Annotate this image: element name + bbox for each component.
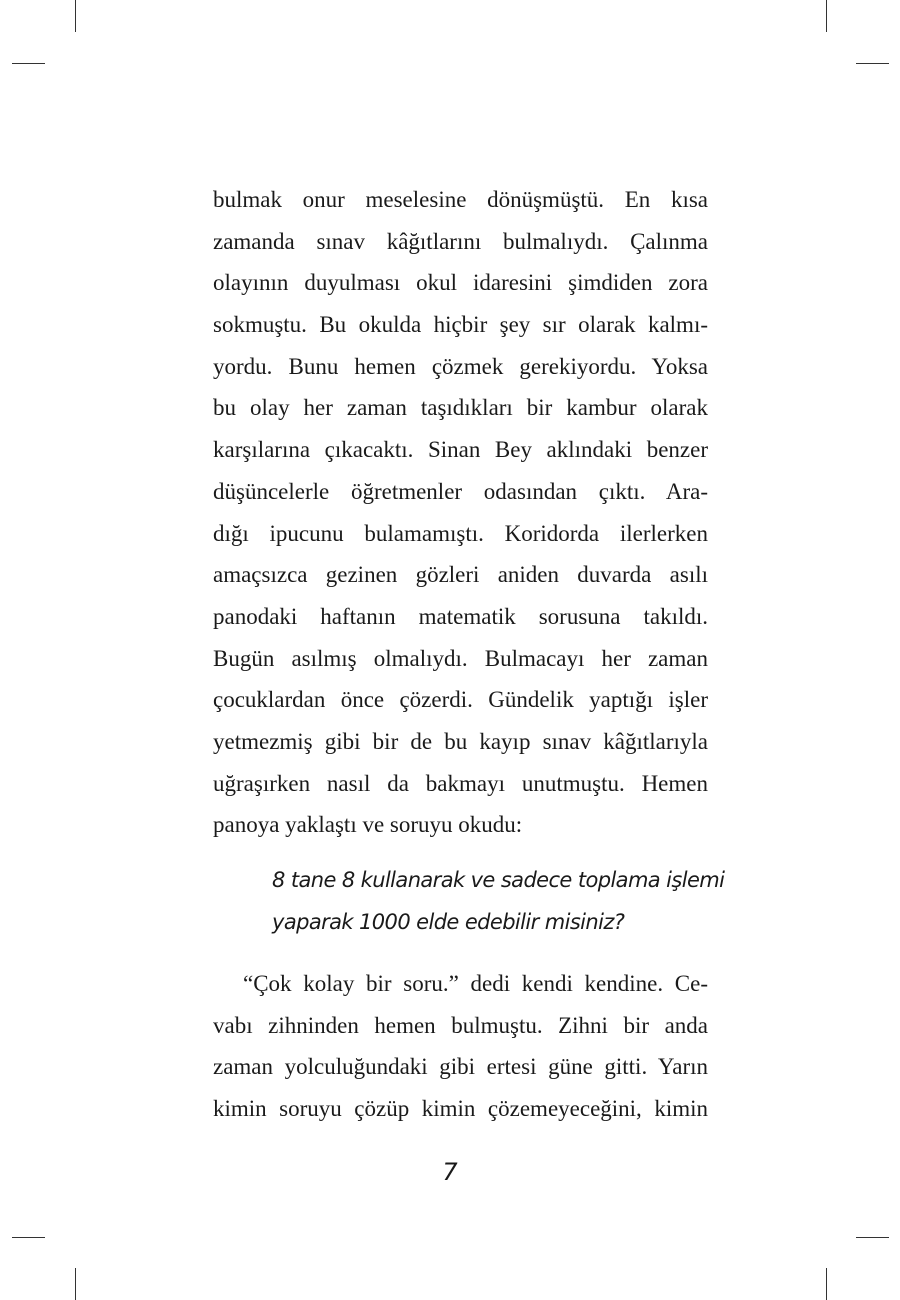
text-line: amaçsızca gezinen gözleri aniden duvarda asılı bbox=[213, 562, 708, 588]
crop-mark-bottom-left-horizontal bbox=[12, 1237, 45, 1238]
crop-mark-bottom-right-horizontal bbox=[856, 1237, 889, 1238]
text-line: bu olay her zaman taşıdıkları bir kambur olarak bbox=[213, 395, 708, 421]
text-line: düşüncelerle öğretmenler odasından çıktı. Ara- bbox=[213, 478, 708, 504]
text-line: çocuklardan önce çözerdi. Gündelik yaptığı işler bbox=[213, 687, 708, 713]
text-line: bulmak onur meselesine dönüşmüştü. En kısa bbox=[213, 187, 708, 212]
crop-mark-bottom-left-vertical bbox=[75, 1268, 76, 1300]
text-line: uğraşırken nasıl da bakmayı unutmuştu. Hemen bbox=[213, 770, 708, 796]
paragraph-2 bbox=[213, 963, 708, 1130]
text-line: yordu. Bunu hemen çözmek gerekiyordu. Yoksa bbox=[213, 353, 708, 379]
text-line: panoya yaklaştı ve soruyu okudu: bbox=[213, 812, 523, 838]
crop-mark-top-right-vertical bbox=[826, 0, 827, 32]
text-line: “Çok kolay bir soru.” dedi kendi kendine. Ce- bbox=[243, 971, 708, 996]
text-line: karşılarına çıkacaktı. Sinan Bey aklındaki benzer bbox=[213, 437, 708, 463]
text-line: sokmuştu. Bu okulda hiçbir şey sır olarak kalmı- bbox=[213, 312, 708, 338]
text-line: zaman yolculuğundaki gibi ertesi güne gitti. Yarın bbox=[213, 1054, 708, 1080]
text-line: olayının duyulması okul idaresini şimdiden zora bbox=[213, 270, 708, 296]
quote-line: 8 tane 8 kullanarak ve sadece toplama işlemi bbox=[272, 868, 725, 892]
crop-mark-top-left-horizontal bbox=[12, 63, 45, 64]
crop-mark-top-right-horizontal bbox=[856, 63, 889, 64]
text-line: zamanda sınav kâğıtlarını bulmalıydı. Çalınma bbox=[213, 228, 708, 254]
text-line: vabı zihninden hemen bulmuştu. Zihni bir anda bbox=[213, 1012, 708, 1038]
text-line: kimin soruyu çözüp kimin çözemeyeceğini, kimin bbox=[213, 1096, 708, 1122]
text-line: panodaki haftanın matematik sorusuna takıldı. bbox=[213, 603, 708, 629]
text-line: Bugün asılmış olmalıydı. Bulmacayı her zaman bbox=[213, 645, 708, 671]
quote-line: yaparak 1000 elde edebilir misiniz? bbox=[272, 909, 625, 934]
page-number: 7 bbox=[442, 1158, 458, 1186]
math-question-quote bbox=[272, 860, 725, 943]
crop-mark-top-left-vertical bbox=[75, 0, 76, 32]
text-line: yetmezmiş gibi bir de bu kayıp sınav kâğıtlarıyla bbox=[213, 728, 708, 754]
text-line: dığı ipucunu bulamamıştı. Koridorda ilerlerken bbox=[213, 520, 708, 546]
crop-mark-bottom-right-vertical bbox=[826, 1268, 827, 1300]
paragraph-1 bbox=[213, 179, 708, 846]
